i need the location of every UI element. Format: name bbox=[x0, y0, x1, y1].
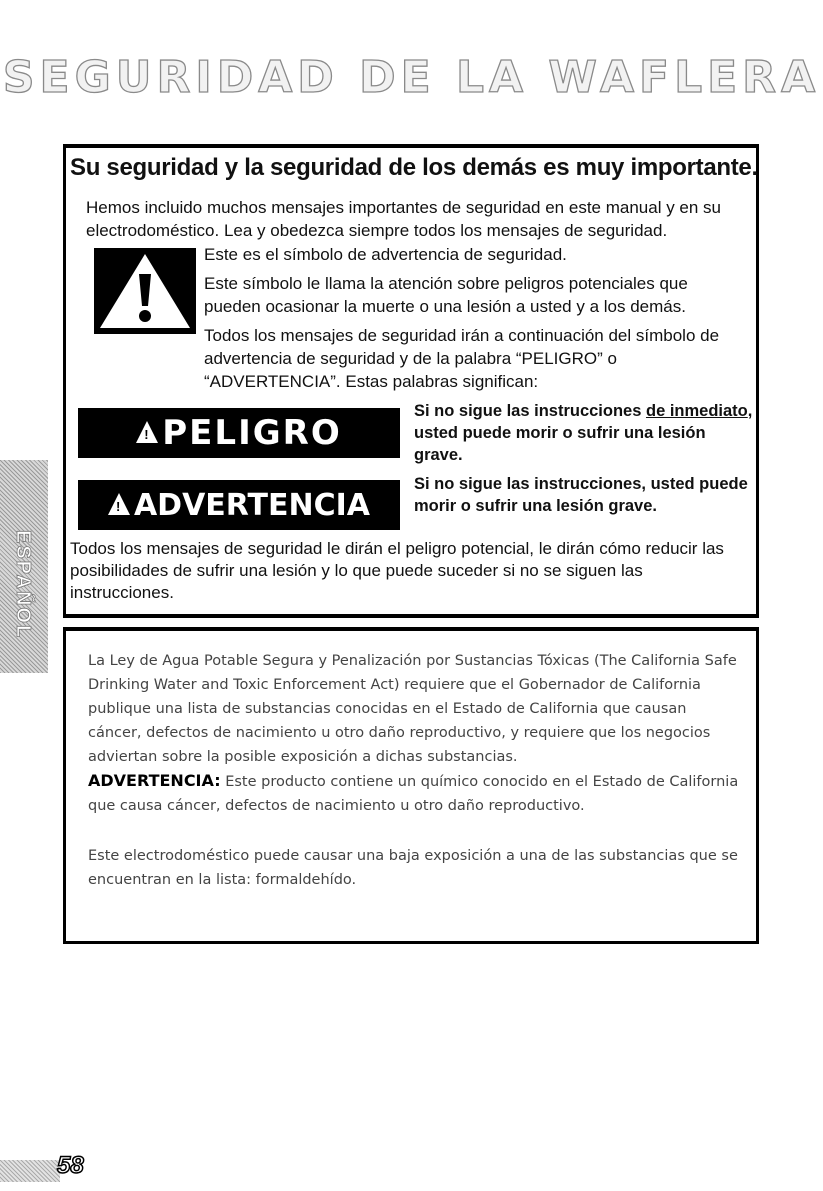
advertencia-label: ADVERTENCIA bbox=[133, 487, 371, 523]
alert-triangle-icon bbox=[108, 493, 130, 515]
safety-intro: Hemos incluido muchos mensajes importantes de seguridad en este manual y en su electrodoméstico. Lea y obedezca siempre todos los mensajes de seguridad. bbox=[86, 198, 722, 240]
page-number: 58 bbox=[57, 1152, 84, 1179]
symbol-line-2: Este símbolo le llama la atención sobre peligros potenciales que pueden ocasionar la muerte o una lesión a usted y a los demás. bbox=[204, 274, 688, 316]
peligro-badge bbox=[78, 408, 400, 458]
symbol-line-3: Todos los mensajes de seguridad irán a continuación del símbolo de advertencia de seguridad y de la palabra “PELIGRO” o “ADVERTENCIA”. Estas palabras significan: bbox=[204, 326, 720, 391]
prop65-paragraph-1: La Ley de Agua Potable Segura y Penalización por Sustancias Tóxicas (The California Safe Drinking Water and Toxic Enforcement Act) requiere que el Gobernador de California publique una lista de substancias conocidas en el Estado de California que causan cáncer, defectos de nacimiento u otro daño reproductivo, y requiere que los negocios adviertan sobre la posible exposición a dichas substancias. bbox=[88, 653, 737, 765]
page-number-shade bbox=[0, 1160, 60, 1182]
prop65-warning-label: ADVERTENCIA: bbox=[88, 771, 221, 790]
advertencia-description: Si no sigue las instrucciones, usted puede morir o sufrir una lesión grave. bbox=[414, 475, 748, 515]
peligro-label: PELIGRO bbox=[162, 413, 342, 453]
warning-triangle-icon bbox=[94, 248, 196, 334]
prop65-paragraph-3: Este electrodoméstico puede causar una baja exposición a una de las substancias que se encuentran en la lista: formaldehído. bbox=[88, 848, 738, 888]
language-side-tab-label: ESPAÑOL bbox=[12, 530, 34, 640]
safety-closing: Todos los mensajes de seguridad le dirán el peligro potencial, le dirán cómo reducir las posibilidades de sufrir una lesión y lo que puede suceder si no se siguen las instrucciones. bbox=[70, 539, 724, 602]
prop65-box bbox=[63, 627, 759, 944]
safety-heading: Su seguridad y la seguridad de los demás es muy importante. bbox=[70, 154, 758, 181]
alert-triangle-icon bbox=[136, 421, 158, 443]
peligro-description: Si no sigue las instrucciones de inmediato, usted puede morir o sufrir una lesión grave. bbox=[414, 402, 753, 464]
symbol-line-1: Este es el símbolo de advertencia de seguridad. bbox=[204, 245, 567, 264]
page-title: SEGURIDAD DE LA WAFLERA bbox=[2, 52, 821, 103]
safety-message-box bbox=[63, 144, 759, 618]
advertencia-badge bbox=[78, 480, 400, 530]
prop65-paragraph-2: ADVERTENCIA: Este producto contiene un químico conocido en el Estado de California que causa cáncer, defectos de nacimiento u otro daño reproductivo. bbox=[88, 771, 739, 814]
